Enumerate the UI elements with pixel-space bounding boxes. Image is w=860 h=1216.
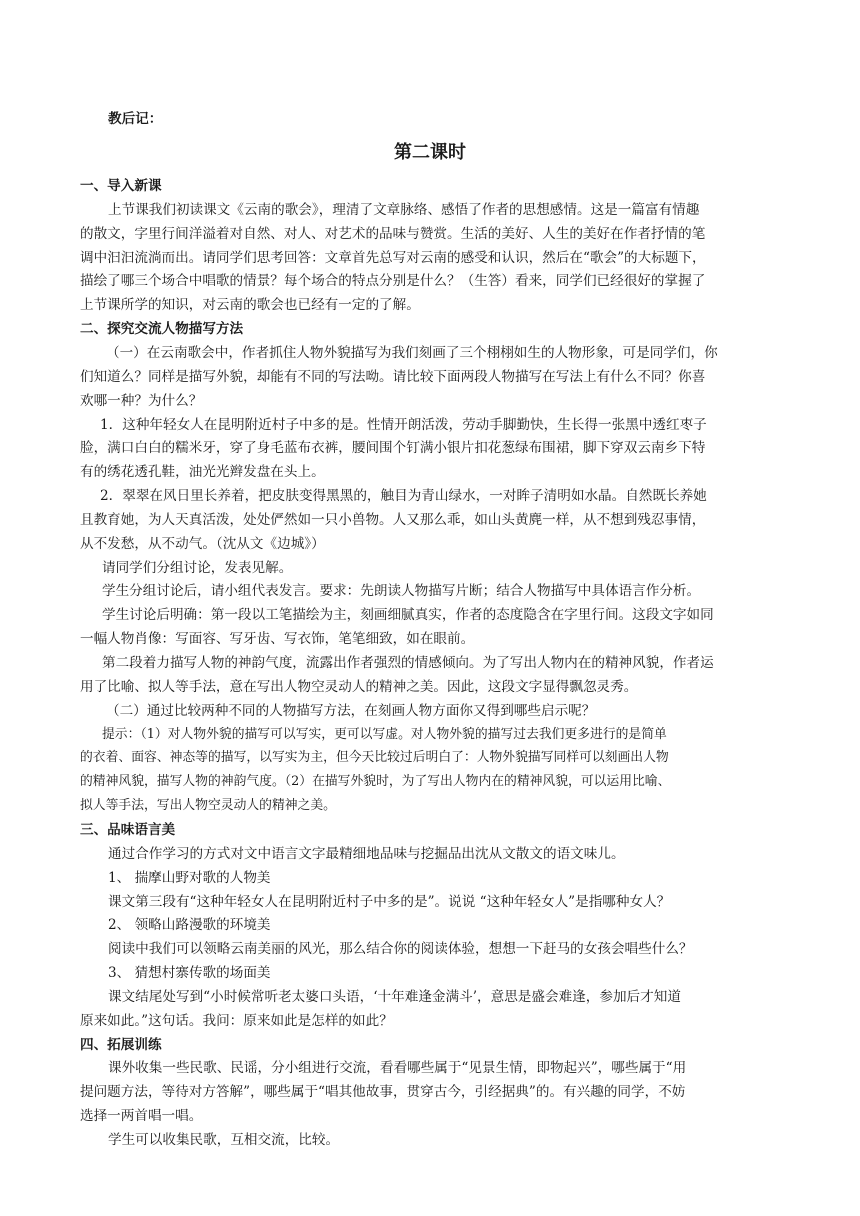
text-line: 原来如此。”这句话。我问：原来如此是怎样的如此？: [80, 1012, 393, 1029]
text-line: 用了比喻、拟人等手法，意在写出人物空灵动人的精神之美。因此，这段文字显得飘忽灵秀。: [80, 678, 638, 695]
text-line: 们知道么？同样是描写外貌，却能有不同的写法呦。请比较下面两段人物描写在写法上有什么不同？你喜: [80, 368, 706, 385]
text-line: 课文第三段有“这种年轻女人在昆明附近村子中多的是”。说说 “这种年轻女人”是指哪种女人？: [108, 893, 671, 910]
text-line: 脸，满口白白的糯米牙，穿了身毛蓝布衣裤，腰间围个钉满小银片扣花葱绿布围裙，脚下穿双云南乡下特: [80, 440, 706, 457]
text-line: 的散文，字里行间洋溢着对自然、对人、对艺术的品味与赞赏。生活的美好、人生的美好在作者抒情的笔: [80, 225, 706, 242]
text-line: 第二段着力描写人物的神韵气度，流露出作者强烈的情感倾向。为了写出人物内在的精神风貌，作者运: [102, 655, 714, 671]
text-line: （二）通过比较两种不同的人物描写方法，在刻画人物方面你又得到哪些启示呢？: [106, 702, 596, 719]
section-heading: 四、拓展训练: [80, 1036, 162, 1053]
text-line: 且教育她，为人天真活泼，处处俨然如一只小兽物。人又那么乖，如山头黄麂一样，从不想到残忍事情，: [80, 511, 706, 528]
text-line: 2、 领略山路漫歌的环境美: [108, 917, 271, 934]
section-heading: 三、品味语言美: [80, 821, 176, 838]
text-line: 的精神风貌，描写人物的神韵气度。（2）在描写外貌时，为了写出人物内在的精神风貌，可以运用比喻、: [80, 774, 671, 790]
text-line: 2．翠翠在风日里长养着，把皮肤变得黑黑的，触目为青山绿水，一对眸子清明如水晶。自然既长养她: [100, 488, 707, 505]
text-line: 提示：（1）对人物外貌的描写可以写实，更可以写虚。对人物外貌的描写过去我们更多进行的是简单: [102, 726, 667, 742]
text-line: 学生分组讨论后，请小组代表发言。要求：先朗读人物描写片断；结合人物描写中具体语言作分析。: [102, 583, 701, 600]
text-line: 学生讨论后明确：第一段以工笔描绘为主，刻画细腻真实，作者的态度隐含在字里行间。这段文字如同: [102, 607, 714, 624]
text-line: 课文结尾处写到“小时候常听老太婆口头语，‘十年难逢金满斗’，意思是盛会难逢，参加后才知道: [108, 988, 681, 1005]
text-line: 学生可以收集民歌，互相交流，比较。: [108, 1132, 340, 1148]
text-line: 调中汩汩流淌而出。请同学们思考回答：文章首先总写对云南的感受和认识，然后在“歌会”的大标题下，: [80, 249, 706, 266]
text-line: 阅读中我们可以领略云南美丽的风光，那么结合你的阅读体验，想想一下赶马的女孩会唱些什么？: [108, 941, 693, 958]
text-line: 一幅人物肖像：写面容、写牙齿、写衣饰，笔笔细致，如在眼前。: [80, 631, 475, 648]
page-title: 第二课时: [394, 142, 466, 163]
text-line: 课外收集一些民歌、民谣，分小组进行交流，看看哪些属于“见景生情，即物起兴”，哪些属于“用: [108, 1060, 687, 1077]
text-line: 选择一两首唱一唱。: [80, 1108, 203, 1125]
postnote-label: 教后记：: [108, 111, 163, 127]
text-line: 3、 猜想村寨传歌的场面美: [108, 965, 271, 982]
text-line: 拟人等手法，写出人物空灵动人的精神之美。: [80, 798, 336, 814]
text-line: 请同学们分组讨论，发表见解。: [102, 559, 293, 576]
text-line: 描绘了哪三个场合中唱歌的情景？每个场合的特点分别是什么？（生答）看来，同学们已经很好的掌握了: [80, 273, 706, 290]
text-line: 有的绣花透孔鞋，油光光辫发盘在头上。: [80, 464, 325, 481]
text-line: 通过合作学习的方式对文中语言文字最精细地品味与挖掘品出沈从文散文的语文味儿。: [108, 845, 625, 862]
section-heading: 二、探究交流人物描写方法: [80, 321, 244, 338]
text-line: 上节课我们初读课文《云南的歌会》，理清了文章脉络、感悟了作者的思想感情。这是一篇富有情趣: [108, 201, 700, 218]
text-line: 1．这种年轻女人在昆明附近村子中多的是。性情开朗活泼，劳动手脚勤快，生长得一张黑中透红枣子: [100, 416, 707, 433]
text-line: 欢哪一种？为什么？: [80, 392, 203, 409]
text-line: 1、 揣摩山野对歌的人物美: [108, 869, 271, 886]
text-line: （一）在云南歌会中，作者抓住人物外貌描写为我们刻画了三个栩栩如生的人物形象，可是同学们，你: [106, 344, 718, 361]
text-line: 上节课所学的知识，对云南的歌会也已经有一定的了解。: [80, 297, 420, 314]
text-line: 从不发愁，从不动气。（沈从文《边城》）: [80, 535, 325, 552]
text-line: 的衣着、面容、神态等的描写，以写实为主，但今天比较过后明白了：人物外貌描写同样可以刻画出人物: [80, 750, 669, 766]
text-line: 提问题方法，等待对方答解”，哪些属于“唱其他故事，贯穿古今，引经据典”的。有兴趣的同学，不妨: [80, 1084, 686, 1101]
section-heading: 一、导入新课: [80, 178, 162, 194]
